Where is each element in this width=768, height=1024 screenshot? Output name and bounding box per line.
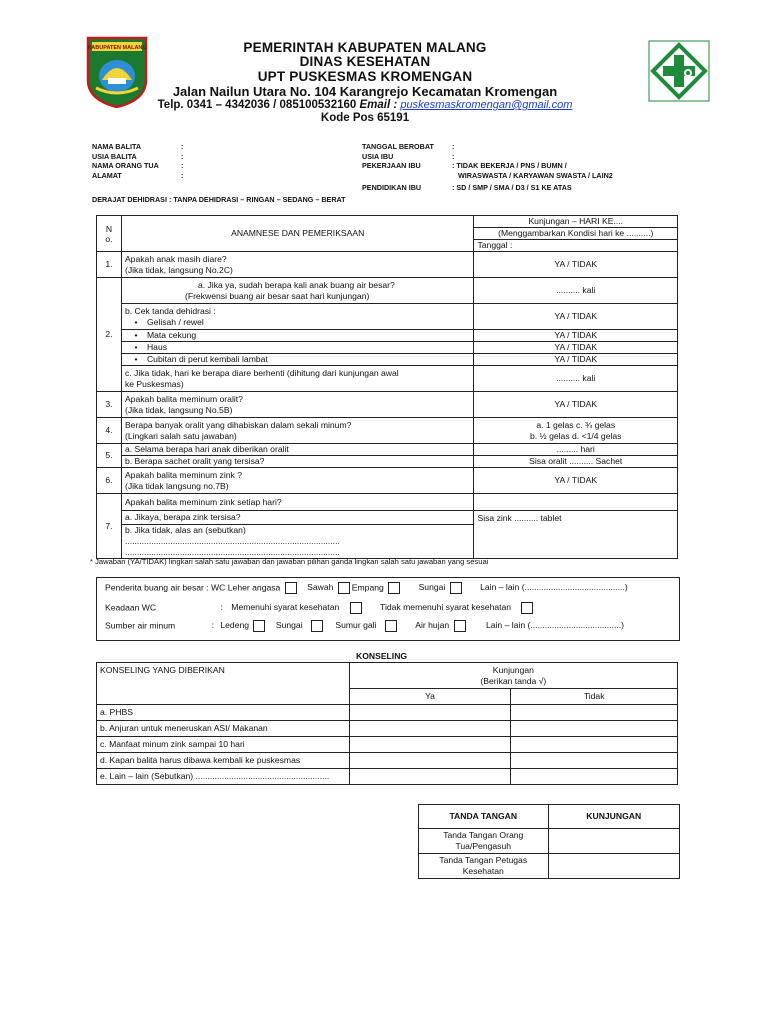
header-phone: Telp. 0341 – 4342036 / 085100532160 xyxy=(157,99,357,111)
value-tanggal-berobat: : xyxy=(452,142,455,151)
environment-box xyxy=(96,577,680,641)
fill-line[interactable]: .......................................................................................... xyxy=(124,536,340,546)
label-pekerjaan-ibu: PEKERJAAN IBU xyxy=(362,161,421,171)
header-anamnese: ANAMNESE DAN PEMERIKSAAN xyxy=(121,216,474,252)
checkbox[interactable] xyxy=(311,620,323,632)
option-label: Sungai xyxy=(418,582,446,593)
colon: : xyxy=(181,142,184,151)
question-note: ke Puskesmas) xyxy=(124,378,184,389)
konseling-item: c. Manfaat minum zink sampai 10 hari xyxy=(97,737,350,753)
option-label: Ledeng xyxy=(220,620,250,631)
header-email-link[interactable]: puskesmaskromengan@gmail.com xyxy=(400,99,573,111)
question-text: Apakah balita meminum zink ? xyxy=(124,469,242,480)
question-note: (Frekwensi buang air besar saat hari kunjungan) xyxy=(184,290,370,301)
answer-gelas-options[interactable] xyxy=(474,418,678,444)
row-no: 3. xyxy=(97,392,122,418)
question-cell xyxy=(121,525,474,559)
question-note: (Jika tidak langsung no.7B) xyxy=(124,480,229,491)
header-kunjungan: Kunjungan – HARI KE.... xyxy=(474,216,678,228)
derajat-dehidrasi: DERAJAT DEHIDRASI : TANPA DEHIDRASI – RINGAN – SEDANG – BERAT xyxy=(92,195,346,204)
row-no: 5. xyxy=(97,444,122,468)
question-text: a. Jika ya, sudah berapa kali anak buang air besar? xyxy=(197,279,395,290)
option-label: Tidak memenuhi syarat kesehatan xyxy=(380,602,512,613)
konseling-item: d. Kapan balita harus dibawa kembali ke puskesmas xyxy=(97,753,350,769)
row-no: 2. xyxy=(97,278,122,392)
colon: : xyxy=(181,170,184,180)
dehidrasi-sign: Mata cekung xyxy=(146,330,197,340)
question-cell xyxy=(121,354,474,366)
konseling-item: a. PHBS xyxy=(97,705,350,721)
question-text: a. Jikaya, berapa zink tersisa? xyxy=(121,511,474,525)
header-contact xyxy=(120,99,610,111)
question-cell xyxy=(121,342,474,354)
option-label: Sawah xyxy=(307,582,334,593)
checkbox[interactable] xyxy=(285,582,297,594)
answer-blank[interactable] xyxy=(474,494,678,511)
label-blank xyxy=(362,171,434,181)
signature-petugas[interactable] xyxy=(548,854,680,879)
answer-ya-tidak[interactable]: YA / TIDAK xyxy=(474,468,678,494)
question-text: Apakah anak masih diare? xyxy=(124,253,227,264)
question-text: Berapa banyak oralit yang dihabiskan dalam sekali minum? xyxy=(124,419,352,430)
row-no: 1. xyxy=(97,252,122,278)
answer-ya-tidak[interactable]: YA / TIDAK xyxy=(474,304,678,330)
anamnese-table xyxy=(96,215,678,559)
question-cell xyxy=(121,392,474,418)
label-usia-balita: USIA BALITA xyxy=(92,151,137,161)
value-pekerjaan-ibu-cont: WIRASWASTA / KARYAWAN SWASTA / LAIN2 xyxy=(458,170,613,180)
label-nama-balita: NAMA BALITA xyxy=(92,142,142,151)
question-cell xyxy=(121,366,474,392)
fill-line[interactable]: .......................................................................................... xyxy=(124,547,340,557)
answer-sachet[interactable]: Sisa oralit .......... Sachet xyxy=(474,456,678,468)
question-text: Apakah balita meminum zink setiap hari? xyxy=(121,494,474,511)
cell-ya[interactable] xyxy=(349,769,511,785)
option-label: Air hujan xyxy=(415,620,450,631)
question-cell xyxy=(121,418,474,444)
colon: : xyxy=(220,602,223,613)
konseling-header: KONSELING YANG DIBERIKAN xyxy=(97,663,350,705)
checkbox[interactable] xyxy=(385,620,397,632)
checkbox[interactable] xyxy=(521,602,533,614)
value-pendidikan-ibu: : SD / SMP / SMA / D3 / S1 KE ATAS xyxy=(452,183,572,193)
answer-ya-tidak[interactable]: YA / TIDAK xyxy=(474,330,678,342)
cell-tidak[interactable] xyxy=(511,753,678,769)
question-cell xyxy=(121,252,474,278)
env-row-air xyxy=(105,620,624,632)
checkbox[interactable] xyxy=(253,620,265,632)
row-no: 4. xyxy=(97,418,122,444)
gelas-option-ac[interactable]: a. 1 gelas c. ¾ gelas xyxy=(536,419,616,430)
puskesmas-logo xyxy=(648,40,710,102)
checkbox[interactable] xyxy=(454,620,466,632)
konseling-title: KONSELING xyxy=(356,651,408,661)
label-nama-orang-tua: NAMA ORANG TUA xyxy=(92,161,159,171)
header-no: N o. xyxy=(97,216,122,252)
answer-ya-tidak[interactable]: YA / TIDAK xyxy=(474,342,678,354)
cell-ya[interactable] xyxy=(349,753,511,769)
ttd-petugas-label: Tanda Tangan Petugas Kesehatan xyxy=(419,854,549,879)
signature-orang-tua[interactable] xyxy=(548,829,680,854)
question-cell xyxy=(121,330,474,342)
konseling-table xyxy=(96,662,678,785)
answer-kali[interactable]: .......... kali xyxy=(474,366,678,392)
konseling-item: b. Anjuran untuk meneruskan ASI/ Makanan xyxy=(97,721,350,737)
label-tanggal-berobat: TANGGAL BEROBAT xyxy=(362,142,434,151)
bullet-icon: • xyxy=(134,342,138,352)
cell-ya[interactable] xyxy=(349,721,511,737)
env-label: Penderita buang air besar : WC Leher angasa xyxy=(105,582,281,593)
cell-ya[interactable] xyxy=(349,705,511,721)
option-lain[interactable]: Lain – lain (......................................) xyxy=(485,620,624,631)
konseling-item: e. Lain – lain (Sebutkan) ........................................................ xyxy=(97,769,350,785)
answer-sisa-zink[interactable]: Sisa zink .......... tablet xyxy=(474,511,678,559)
gelas-option-bd[interactable]: b. ½ gelas d. <1/4 gelas xyxy=(529,430,622,441)
checkbox[interactable] xyxy=(350,602,362,614)
header-tanggal: Tanggal : xyxy=(474,240,678,252)
col-ya: Ya xyxy=(349,689,511,705)
bullet-icon: • xyxy=(134,316,138,327)
dehidrasi-sign: Gelisah / rewel xyxy=(146,316,204,327)
header-postal: Kode Pos 65191 xyxy=(320,112,410,124)
option-lain[interactable]: Lain – lain (..........................................) xyxy=(480,582,628,593)
cell-ya[interactable] xyxy=(349,737,511,753)
cell-tidak[interactable] xyxy=(511,737,678,753)
answer-ya-tidak[interactable]: YA / TIDAK xyxy=(474,252,678,278)
env-label: Sumber air minum xyxy=(105,620,176,631)
kunjungan-header: KUNJUNGAN xyxy=(548,805,680,829)
question-cell xyxy=(121,278,474,304)
tanda-tangan-table xyxy=(418,804,680,879)
header-department: DINAS KESEHATAN xyxy=(299,54,431,69)
colon: : xyxy=(211,620,214,631)
option-label: Sumur gali xyxy=(335,620,377,631)
identity-left-colons xyxy=(181,142,183,180)
bullet-icon: • xyxy=(134,330,138,340)
question-text: b. Berapa sachet oralit yang tersisa? xyxy=(121,456,474,468)
label-pendidikan-ibu: PENDIDIKAN IBU xyxy=(362,183,422,193)
header-address: Jalan Nailun Utara No. 104 Karangrejo Kecamatan Kromengan xyxy=(172,84,558,99)
question-note: (Jika tidak, langsung No.2C) xyxy=(124,264,233,275)
answer-kali[interactable]: .......... kali xyxy=(474,278,678,304)
cell-tidak[interactable] xyxy=(511,705,678,721)
checkbox[interactable] xyxy=(338,582,350,594)
colon: : xyxy=(181,161,184,171)
header-government: PEMERINTAH KABUPATEN MALANG xyxy=(243,40,487,55)
question-cell xyxy=(121,304,474,330)
answer-ya-tidak[interactable]: YA / TIDAK xyxy=(474,354,678,366)
question-note: (Lingkari salah satu jawaban) xyxy=(124,430,237,441)
identity-right-labels xyxy=(362,142,434,193)
question-text: b. Jika tidak, alas an (sebutkan) xyxy=(124,525,246,535)
identity-left-labels xyxy=(92,142,159,180)
env-row-wc xyxy=(105,602,535,614)
row-no: 7. xyxy=(97,494,122,559)
logo-left-text: KABUPATEN MALANG xyxy=(87,45,147,51)
header-menggambarkan: (Menggambarkan Kondisi hari ke ..........) xyxy=(474,228,678,240)
label-alamat: ALAMAT xyxy=(92,170,122,180)
col-tidak: Tidak xyxy=(511,689,678,705)
option-label: Sungai xyxy=(275,620,303,631)
option-label: Empang xyxy=(351,582,384,593)
konseling-kunjungan xyxy=(349,663,677,689)
header-unit: UPT PUSKESMAS KROMENGAN xyxy=(257,69,473,84)
dehidrasi-sign: Haus xyxy=(146,342,168,352)
row-no: 6. xyxy=(97,468,122,494)
question-text: c. Jika tidak, hari ke berapa diare berhenti (dihitung dari kunjungan awal xyxy=(124,367,399,378)
question-note: (Jika tidak, langsung No.5B) xyxy=(124,404,233,415)
env-row-bab xyxy=(105,582,628,594)
bullet-icon: • xyxy=(134,354,138,364)
berikan-tanda: (Berikan tanda √) xyxy=(480,675,547,686)
question-text: Apakah balita meminum oralit? xyxy=(124,393,243,404)
question-text: b. Cek tanda dehidrasi : xyxy=(124,305,216,316)
ttd-orang-tua-label: Tanda Tangan Orang Tua/Pengasuh xyxy=(419,829,549,854)
option-label: Memenuhi syarat kesehatan xyxy=(231,602,340,613)
dehidrasi-sign: Cubitan di perut kembali lambat xyxy=(146,354,268,364)
footnote-jawaban: * Jawaban (YA/TIDAK) lingkari salah satu jawaban dan jawaban pilihan ganda lingkari salah satu jawaban yang sesuai xyxy=(90,557,489,566)
label-usia-ibu: USIA IBU xyxy=(362,151,394,161)
checkbox[interactable] xyxy=(450,582,462,594)
header-email-label: Email : xyxy=(359,99,398,111)
value-usia-ibu: : xyxy=(452,151,455,161)
question-cell xyxy=(121,468,474,494)
checkbox[interactable] xyxy=(388,582,400,594)
answer-ya-tidak[interactable]: YA / TIDAK xyxy=(474,392,678,418)
question-text: a. Selama berapa hari anak diberikan oralit xyxy=(121,444,474,456)
identity-right-values xyxy=(452,142,613,193)
value-pekerjaan-ibu: : TIDAK BEKERJA / PNS / BUMN / xyxy=(452,161,567,171)
env-label: Keadaan WC xyxy=(105,602,157,613)
kunjungan-label: Kunjungan xyxy=(492,664,534,675)
colon: : xyxy=(181,151,184,161)
cell-tidak[interactable] xyxy=(511,721,678,737)
ttd-header: TANDA TANGAN xyxy=(419,805,549,829)
cell-tidak[interactable] xyxy=(511,769,678,785)
answer-hari[interactable]: ......... hari xyxy=(474,444,678,456)
